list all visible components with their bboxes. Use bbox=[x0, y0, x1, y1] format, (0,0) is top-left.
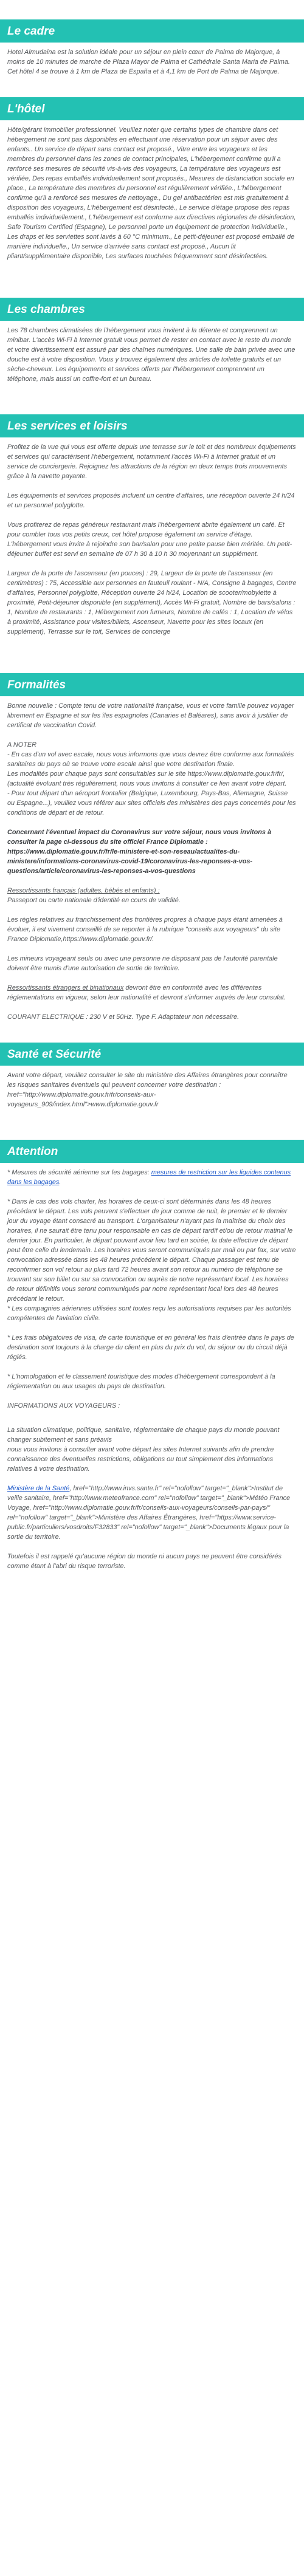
services-paragraph: Profitez de la vue qui vous est offerte depuis une terrasse sur le toit et des nombreux équipements et services qui caractérisent l'hébergement, notamment l'accès Wi-Fi à Internet gratuit et un service de conciergerie. Rejoignez les attractions de la région en deux temps trois mouvements grâce à la navette payante. bbox=[7, 444, 296, 480]
etrangers-block bbox=[7, 983, 297, 1002]
attention-bagages-prefix: * Mesures de sécurité aérienne sur les bagages: bbox=[7, 1169, 151, 1176]
attention-liens-text: , href="http://www.invs.sante.fr" rel="nofollow" target="_blank">Institut de veille sanitaire, href="http://www.meteofrance.com" rel="nofollow" target="_blank">Météo France Voyage, href="http://www.diplomatie.gouv.fr/fr/conseils-aux-voyageurs/conseils-par-pays/" rel="nofollow" target="_blank">Ministère des Affaires Étrangères, href="https://www.service-public.fr/particuliers/vosdroits/F32833" rel="nofollow" target="_blank">Documents légaux pour la sortie du territoire. bbox=[7, 1485, 291, 1541]
attention-bagages bbox=[7, 1168, 297, 1187]
section-title-chambres: Les chambres bbox=[0, 298, 304, 321]
liquides-restriction-link[interactable]: mesures de restriction sur les liquides contenus dans les bagages bbox=[7, 1169, 291, 1186]
attention-homologation: * L'homologation et le classement touristique des modes d'hébergement correspondent à la réglementation ou aux usages du pays de destination. bbox=[7, 1373, 275, 1390]
attention-situation: La situation climatique, politique, sanitaire, réglementaire de chaque pays du monde pouvant changer subitement et sans préavis nous vous invitons à consulter avant votre départ les sites Internet suivants afin de prendre connaissance des éventuelles restrictions, obligations ou tout simplement des informations relatives à votre destination. bbox=[7, 1427, 280, 1473]
section-sante bbox=[0, 1043, 304, 1109]
formalites-intro: Bonne nouvelle : Compte tenu de votre nationalité française, vous et votre famille pouvez voyager librement en Espagne et sur les îles espagnoles (Canaries et Baléares), sans avoir à justifier de certificat de vaccination Covid. bbox=[7, 702, 294, 729]
attention-vols-charter: * Dans le cas des vols charter, les horaires de ceux-ci sont déterminés dans les 48 heures précédant le départ. Les vols peuvent s'effectuer de jour comme de nuit, le premier et le dernier jour du voyage étant consacré au transport. L'organisateur n'ayant pas la maîtrise du choix des horaires, il ne saurait être tenu pour responsable en cas de départ tardif et/ou de retour matinal le dernier jour. En particulier, le départ pouvant avoir lieu tard en soirée, la date effective de départ peut être celle du lendemain. Les horaires vous seront communiqués par mail ou par fax, sur votre convocation adressée dans les 48 heures précédent le départ. Chaque passager est tenu de reconfirmer son vol retour au plus tard 72 heures avant son retour au numéro de téléphone se trouvant sur son billet ou sur sa convocation ou auprès de notre représentant local. Les horaires de retour définitifs vous seront communiqués par notre représentant local lors des 48 heures précédant le retour. * Les compagnies aériennes utilisées sont toutes reçu les autorisations requises par les autorités compétentes de l'aviation civile. bbox=[7, 1198, 296, 1322]
concernant-text bbox=[7, 827, 297, 876]
section-title-hotel: L'hôtel bbox=[0, 97, 304, 120]
sante-text: Avant votre départ, veuillez consulter le site du ministère des Affaires étrangères pour connaître les risques sanitaires éventuels qui peuvent concerner votre destination : href="http://www.diplomatie.gouv.fr/fr/conseils-aux-voyageurs_909/index.html">www.diplomatie.gouv.fr bbox=[7, 1072, 288, 1108]
section-title-cadre: Le cadre bbox=[0, 19, 304, 43]
section-title-formalites: Formalités bbox=[0, 673, 304, 696]
attention-terrorisme: Toutefois il est rappelé qu'aucune région du monde ni aucun pays ne peuvent être considérés comme étant à l'abri du risque terroriste. bbox=[7, 1553, 282, 1570]
anoter-label: A NOTER bbox=[7, 741, 37, 748]
section-services bbox=[0, 414, 304, 637]
info-voyageurs-label: INFORMATIONS AUX VOYAGEURS : bbox=[7, 1402, 120, 1410]
ministere-sante-link[interactable]: Ministère de la Santé bbox=[7, 1485, 70, 1492]
section-cadre bbox=[0, 19, 304, 77]
section-title-attention: Attention bbox=[0, 1140, 304, 1163]
ressortissants-heading: Ressortissants français (adultes, bébés et enfants) : bbox=[7, 887, 160, 894]
services-paragraph: Largeur de la porte de l'ascenseur (en pouces) : 29, Largeur de la porte de l'ascenseur (en centimètres) : 75, Accessible aux personnes en fauteuil roulant - N/A, Consigne à bagages, Centre d'affaires, Personnel polyglotte, Réception ouverte 24 h/24, Location de scooter/mobylette à proximité, Petit-déjeuner disponible (en supplément), Accès Wi-Fi gratuit, Nombre de bars/salons : 1, Nombre de restaurants : 1, Hébergement non fumeurs, Nombre de cafés : 1, Location de vélos à proximité, Assistance pour visites/billets, Ascenseur, Navette pour les sites locaux (en supplément), Terrasse sur le toit, Services de concierge bbox=[7, 570, 297, 635]
mineurs-text: Les mineurs voyageant seuls ou avec une personne ne disposant pas de l'autorité parentale doivent être munis d'une autorisation de sortie de territoire. bbox=[7, 955, 278, 972]
chambres-text: Les 78 chambres climatisées de l'hébergement vous invitent à la détente et comprennent un minibar. L'accès Wi-Fi à Internet gratuit vous permet de rester en contact avec le reste du monde et votre divertissement est assuré par des chaînes numériques. Une salle de bain privée avec une douche est à votre disposition. Vous y trouvez également des articles de toilette gratuits et un sèche-cheveux. Les équipements et services offerts par l'hébergement comprennent un téléphone, mais aussi un coffre-fort et un bureau. bbox=[7, 327, 295, 383]
section-hotel bbox=[0, 97, 304, 261]
attention-liens bbox=[7, 1484, 297, 1542]
etrangers-text: devront être en conformité avec les différentes réglementations en vigueur, selon leur nationalité et devront s'informer auprès de leur consulat. bbox=[7, 984, 286, 1001]
ressortissants-block bbox=[7, 886, 297, 905]
regles-text: Les règles relatives au franchissement des frontières propres à chaque pays étant amenées à évoluer, il est vivement conseillé de se reporter à la rubrique "conseils aux voyageurs" du site France Diplomatie,https://www.diplomatie.gouv.fr/. bbox=[7, 916, 283, 943]
cadre-text: Hotel Almudaina est la solution idéale pour un séjour en plein cœur de Palma de Majorque, à moins de 10 minutes de marche de Plaza Mayor de Palma et Cathédrale Santa Maria de Palma. Cet hôtel 4 se trouve à 1 km de Plaza de España et à 4,1 km de Port de Palma de Majorque. bbox=[7, 49, 290, 75]
anoter-text: - En cas d'un vol avec escale, nous vous informons que vous devrez être conforme aux formalités sanitaires du pays où se trouve votre escale ainsi que votre destination finale. Les modalités pour chaque pays sont consultables sur le site https://www.diplomatie.gouv.fr/fr/, (actualité évoluant très régulièrement, nous vous invitons à consulter ce lien avant votre départ. - Pour tout départ d'un aéroport frontalier (Belgique, Luxembourg, Pays-Bas, Allemagne, Suisse ou Espagne...), veuillez vous référer aux sites officiels des ministères des pays concernés pour les conditions de départ et de retour. bbox=[7, 751, 296, 817]
ressortissants-text: Passeport ou carte nationale d'identité en cours de validité. bbox=[7, 897, 181, 904]
section-title-sante: Santé et Sécurité bbox=[0, 1043, 304, 1066]
section-attention bbox=[0, 1140, 304, 1571]
services-paragraph: Les équipements et services proposés incluent un centre d'affaires, une réception ouverte 24 h/24 et un personnel polyglotte. bbox=[7, 492, 295, 509]
section-title-services: Les services et loisirs bbox=[0, 414, 304, 437]
hotel-text: Hôte/gérant immobilier professionnel. Veuillez noter que certains types de chambre dans cet hébergement ne sont pas disponibles en effectuant une réservation pour un séjour avec des enfants.. Un service de départ sans contact est proposé., Vitre entre les voyageurs et les membres du personnel dans les zones de contact principales, L'hébergement confirme qu'il a renforcé ses mesures de sécurité vis-à-vis des voyageurs, La température des voyageurs est vérifiée, Des repas emballés individuellement sont proposés., Mesures de distanciation sociale en place., La température des membres du personnel est régulièrement vérifiée., L'hébergement confirme qu'il a renforcé ses mesures de nettoyage., Du gel antibactérien est mis gratuitement à disposition des voyageurs, L'hébergement est désinfecté., Le service d'étage propose des repas emballés individuellement., L'hébergement est conforme aux directives régionales de désinfection, Safe Tourism Certified (Espagne), Le personnel porte un équipement de protection individuelle., Les draps et les serviettes sont lavés à 60 °C minimum., Le petit-déjeuner est proposé emballé de manière individuelle., Un service d'arrivée sans contact est proposé., Aucun lit pliant/supplémentaire disponible, Les surfaces touchées fréquemment sont désinfectées. bbox=[7, 126, 296, 260]
attention-bagages-suffix: . bbox=[59, 1179, 61, 1186]
attention-frais: * Les frais obligatoires de visa, de carte touristique et en général les frais d'entrée dans le pays de destination sont toujours à la charge du client en plus du prix du vol, du séjour ou du circuit déjà réglés. bbox=[7, 1334, 294, 1361]
section-formalites bbox=[0, 673, 304, 1022]
concernant-bold: Concernant l'éventuel impact du Coronavirus sur votre séjour, nous vous invitons à consulter la page ci-dessous du site officiel France Diplomatie : https://www.diplomatie.gouv.fr/fr/le-ministere-et-son-reseau/actualites-du-ministere/informations-coronavirus-covid-19/coronavirus-les-reponses-a-vos-questions/article/coronavirus-les-reponses-a-vos-questions bbox=[7, 829, 272, 875]
courant-text: COURANT ELECTRIQUE : 230 V et 50Hz. Type F. Adaptateur non nécessaire. bbox=[7, 1013, 240, 1021]
etrangers-heading: Ressortissants étrangers et binationaux bbox=[7, 984, 124, 992]
section-chambres bbox=[0, 298, 304, 384]
services-paragraph: Vous profiterez de repas généreux restaurant mais l'hébergement abrite également un café. Et pour combler tous vos petits creux, cet hôtel propose également un service d'étage. L'hébergement vous invite à rejoindre son bar/salon pour une petite pause bien méritée. Un petit-déjeuner buffet est servi en semaine de 07 h 30 à 10 h 30 moyennant un supplément. bbox=[7, 521, 292, 558]
